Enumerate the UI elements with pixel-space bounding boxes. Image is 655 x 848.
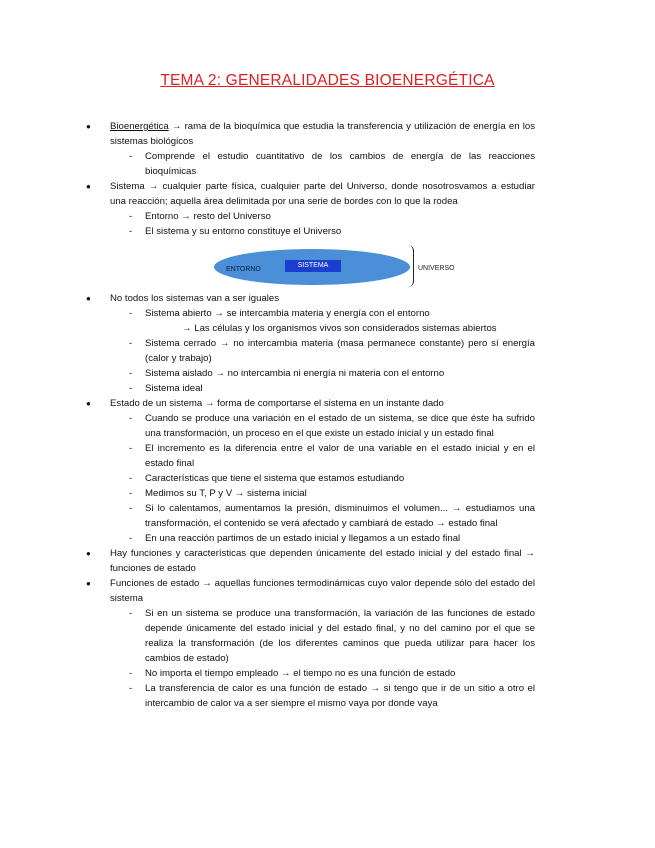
sub-bullet: - Cuando se produce una variación en el estado de un sistema, se dice que éste ha sufrido una transformación, un proceso en el que existe un estado inicial y un estado final (80, 411, 535, 441)
bullet-bioenergetica: ● Bioenergética → rama de la bioquímica que estudia la transferencia y utilización de energía en los sistemas biológicos (80, 119, 535, 149)
sistema-box: SISTEMA (285, 260, 341, 272)
sub-bullet: - No importa el tiempo empleado → el tiempo no es una función de estado (80, 666, 535, 681)
bullet-funciones-estado: ● Funciones de estado → aquellas funciones termodinámicas cuyo valor depende sólo del estado del sistema (80, 576, 535, 606)
sub-bullet: - El incremento es la diferencia entre el valor de una variable en el estado inicial y en el estado final (80, 441, 535, 471)
sub-bullet: - El sistema y su entorno constituye el Universo (80, 224, 535, 239)
system-diagram (80, 245, 535, 287)
sub-bullet: - Si en un sistema se produce una transformación, la variación de las funciones de estado depende únicamente del estado inicial y del estado final, y no del camino por el que se realiza la transformación (de los diferentes caminos que pueda utilizar para hacer los cambios de estado) (80, 606, 535, 666)
sub-bullet: - Si lo calentamos, aumentamos la presión, disminuimos el volumen... → estudiamos una transformación, el contenido se verá afectado y cambiará de estado → estado final (80, 501, 535, 531)
sub-bullet: - Medimos su T, P y V → sistema inicial (80, 486, 535, 501)
bullet-funciones-caracteristicas: ● Hay funciones y características que dependen únicamente del estado inicial y del estado final → funciones de estado (80, 546, 535, 576)
term-bioenergetica: Bioenergética (110, 121, 169, 132)
notes-body (80, 119, 535, 711)
bullet-tipos-sistemas: ● No todos los sistemas van a ser iguales (80, 291, 535, 306)
bullet-estado: ● Estado de un sistema → forma de comportarse el sistema en un instante dado (80, 396, 535, 411)
sub-note: → Las células y los organismos vivos son considerados sistemas abiertos (182, 323, 497, 334)
page-title: TEMA 2: GENERALIDADES BIOENERGÉTICA (160, 72, 495, 89)
sub-bullet: - Comprende el estudio cuantitativo de los cambios de energía de las reacciones bioquímicas (80, 149, 535, 179)
sub-bullet: - Sistema abierto → se intercambia materia y energía con el entorno (80, 306, 535, 321)
sub-bullet: - Características que tiene el sistema que estamos estudiando (80, 471, 535, 486)
universe-brace (407, 245, 414, 287)
sub-bullet: - En una reacción partimos de un estado inicial y llegamos a un estado final (80, 531, 535, 546)
bullet-sistema: ● Sistema → cualquier parte física, cualquier parte del Universo, donde nosotrosvamos a estudiar una reacción; aquella área delimitada por una serie de bordes con lo que la rodea (80, 179, 535, 209)
sub-bullet: - Sistema ideal (80, 381, 535, 396)
sub-bullet: - La transferencia de calor es una función de estado → si tengo que ir de un sitio a otro el intercambio de calor va a ser siempre el mismo vaya por donde vaya (80, 681, 535, 711)
sub-bullet: - Entorno → resto del Universo (80, 209, 535, 224)
sub-bullet: - Sistema aislado → no intercambia ni energía ni materia con el entorno (80, 366, 535, 381)
universo-label: UNIVERSO (418, 265, 455, 272)
entorno-label: ENTORNO (226, 266, 261, 273)
sub-bullet: - Sistema cerrado → no intercambia materia (masa permanece constante) pero sí energía (calor y trabajo) (80, 336, 535, 366)
